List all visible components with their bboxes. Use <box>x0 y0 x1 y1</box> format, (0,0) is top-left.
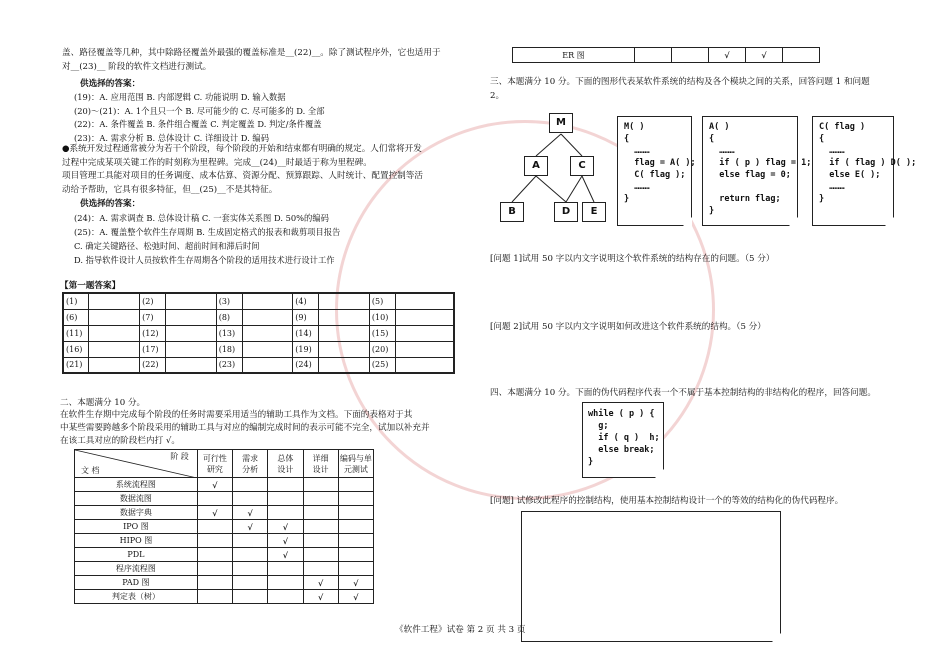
stage-check-cell[interactable] <box>303 492 338 506</box>
code-text <box>819 121 917 205</box>
stage-check-cell[interactable] <box>303 562 338 576</box>
stage-check-cell[interactable] <box>303 478 338 492</box>
paragraph-milestone <box>62 143 423 197</box>
corner-top-label: 阶 段 <box>170 452 189 461</box>
code-line: ……… <box>709 146 735 156</box>
stage-check-cell[interactable] <box>338 534 373 548</box>
choice-line: C. 确定关键路径、松弛时间、超前时间和滞后时间 <box>74 241 260 251</box>
answer-blank[interactable] <box>319 309 370 325</box>
answer-number: (23) <box>216 357 242 373</box>
answer-number: (19) <box>293 341 319 357</box>
stage-header-line: 研究 <box>206 464 223 474</box>
answer-blank[interactable] <box>89 341 140 357</box>
answer-row <box>63 293 454 309</box>
choices-list-2 <box>74 211 340 267</box>
code-line: else E( ); <box>819 170 881 180</box>
code-line: g; <box>588 421 609 431</box>
answer-blank[interactable] <box>319 293 370 309</box>
tool-row <box>75 576 374 590</box>
stage-header-line: 编码与单 <box>339 453 372 463</box>
stage-check-cell[interactable]: √ <box>268 534 303 548</box>
code-line: C( flag ); <box>624 170 686 180</box>
tools-table <box>74 449 374 604</box>
answer-number: (16) <box>63 341 89 357</box>
corner-bottom-label: 文 档 <box>81 466 100 475</box>
text-line: 三、本题满分 10 分。下面的图形代表某软件系统的结构及各个模块之间的关系，回答问题 1 和问题 <box>490 77 870 87</box>
code-text <box>709 121 812 217</box>
stage-check-cell[interactable]: √ <box>268 520 303 534</box>
answer-blank[interactable] <box>242 309 293 325</box>
code-line: ……… <box>624 182 650 192</box>
stage-check-cell[interactable] <box>338 492 373 506</box>
answer-number: (17) <box>140 341 166 357</box>
text-line: 动给予帮助，它具有很多特征，但__(25)__不是其特征。 <box>62 184 278 195</box>
choice-line: (24)：A. 需求调查 B. 总体设计稿 C. 一套实体关系图 D. 50%的编码 <box>74 213 329 223</box>
answer-row <box>63 341 454 357</box>
stage-header-line: 可行性 <box>202 453 227 463</box>
tool-row <box>75 548 374 562</box>
answer-number: (14) <box>293 325 319 341</box>
code-line: else break; <box>588 445 655 455</box>
tool-name: 程序流程图 <box>75 562 198 576</box>
code-line: } <box>588 457 594 467</box>
answer-number: (18) <box>216 341 242 357</box>
stage-header-line: 需求 <box>242 453 259 463</box>
code-line: { <box>624 134 630 144</box>
code-line: A( ) <box>709 122 730 132</box>
answer-blank[interactable] <box>166 325 217 341</box>
module-c-node: C <box>570 156 594 176</box>
code-text <box>588 408 663 468</box>
code-line: } <box>819 194 825 204</box>
code-line: { <box>819 134 825 144</box>
stage-check-cell[interactable] <box>197 520 232 534</box>
intro-text <box>62 46 441 74</box>
answer-blank[interactable] <box>395 309 454 325</box>
code-line: else flag = 0; <box>709 170 791 180</box>
answer-number: (6) <box>63 309 89 325</box>
stage-header <box>197 450 232 478</box>
stage-check-cell[interactable] <box>338 548 373 562</box>
stage-check-cell[interactable] <box>303 548 338 562</box>
answer-blank[interactable] <box>319 325 370 341</box>
answer-number: (22) <box>140 357 166 373</box>
stage-check-cell[interactable] <box>197 590 232 604</box>
code-line: { <box>709 134 715 144</box>
code-line: if ( flag ) D( ); <box>819 158 917 168</box>
er-row-table <box>512 47 820 63</box>
module-e-node: E <box>582 202 606 222</box>
code-block-m <box>617 116 696 226</box>
stage-check-cell[interactable] <box>672 48 709 63</box>
answer-number: (9) <box>293 309 319 325</box>
answer-blank[interactable] <box>395 341 454 357</box>
tool-name: IPO 图 <box>75 520 198 534</box>
code-line: return flag; <box>709 194 781 204</box>
answer-number: (2) <box>140 293 166 309</box>
stage-check-cell[interactable] <box>197 576 232 590</box>
page-footer: 《软件工程》试卷 第 2 页 共 3 页 <box>395 625 526 635</box>
stage-check-cell[interactable]: √ <box>709 48 746 63</box>
answer-number: (10) <box>369 309 395 325</box>
text-line: 项目管理工具能对项目的任务调度、成本估算、资源分配、预算跟踪、人时统计、配置控制等活 <box>62 171 423 182</box>
tool-row <box>75 478 374 492</box>
stage-header-line: 分析 <box>242 464 259 474</box>
stage-check-cell[interactable]: √ <box>268 548 303 562</box>
stage-check-cell[interactable] <box>197 534 232 548</box>
stage-header <box>338 450 373 478</box>
answer-blank[interactable] <box>319 357 370 373</box>
answer-blank[interactable] <box>166 309 217 325</box>
stage-check-cell[interactable] <box>233 478 268 492</box>
choice-line: (19)：A. 应用范围 B. 内部逻辑 C. 功能说明 D. 输入数据 <box>74 92 286 102</box>
tool-name: PAD 图 <box>75 576 198 590</box>
stage-header-line: 总体 <box>277 453 294 463</box>
answer-number: (11) <box>63 325 89 341</box>
module-b-node: B <box>500 202 524 222</box>
stage-check-cell[interactable] <box>268 590 303 604</box>
code-line: ……… <box>624 146 650 156</box>
choices-title: 供选择的答案： <box>80 199 141 209</box>
stage-check-cell[interactable] <box>233 576 268 590</box>
stage-check-cell[interactable] <box>233 562 268 576</box>
stage-check-cell[interactable]: √ <box>303 590 338 604</box>
answer-number: (15) <box>369 325 395 341</box>
tool-row <box>75 562 374 576</box>
answer-number: (3) <box>216 293 242 309</box>
stage-header-line: 元测试 <box>343 464 368 474</box>
answer-area-box[interactable] <box>521 511 781 642</box>
text-line: ●系统开发过程通常被分为若干个阶段，每个阶段的开始和结束都有明确的规定。人们常将开发 <box>62 144 422 154</box>
stage-check-cell[interactable] <box>268 492 303 506</box>
stage-check-cell[interactable] <box>338 520 373 534</box>
stage-check-cell[interactable] <box>233 590 268 604</box>
choice-line: (23)：A. 需求分析 B. 总体设计 C. 详细设计 D. 编码 <box>74 132 269 143</box>
stage-check-cell[interactable] <box>268 562 303 576</box>
answer-number: (8) <box>216 309 242 325</box>
code-block-a <box>702 116 812 226</box>
q3-text <box>490 76 870 103</box>
stage-check-cell[interactable]: √ <box>233 520 268 534</box>
answer-number: (21) <box>63 357 89 373</box>
q2-title: 二、本题满分 10 分。 <box>60 398 146 408</box>
stage-header <box>233 450 268 478</box>
stage-check-cell[interactable] <box>233 492 268 506</box>
answer-table <box>62 292 455 374</box>
answer-blank[interactable] <box>89 309 140 325</box>
answer-row <box>63 325 454 341</box>
answer-blank[interactable] <box>242 357 293 373</box>
stage-check-cell[interactable]: √ <box>197 478 232 492</box>
tool-row <box>75 590 374 604</box>
text-line: 2。 <box>490 90 505 101</box>
er-row <box>513 48 820 63</box>
answer-number: (7) <box>140 309 166 325</box>
text-line: 盖、路径覆盖等几种，其中除路径覆盖外最强的覆盖标准是__(22)__。除了测试程序外，它也适用于 <box>62 48 441 58</box>
stage-check-cell[interactable]: √ <box>338 576 373 590</box>
answer-blank[interactable] <box>319 341 370 357</box>
stage-header <box>268 450 303 478</box>
answer-title: 【第一题答案】 <box>60 281 121 291</box>
answer-number: (20) <box>369 341 395 357</box>
tool-name: PDL <box>75 548 198 562</box>
choice-line: D. 指导软件设计人员按软件生存周期各个阶段的适用技术进行设计工作 <box>74 255 335 265</box>
answer-number: (4) <box>293 293 319 309</box>
tool-row <box>75 534 374 548</box>
stage-check-cell[interactable] <box>303 534 338 548</box>
answer-number: (24) <box>293 357 319 373</box>
q4-question: [问题] 试修改此程序的控制结构，使用基本控制结构设计一个的等效的结构化的伪代码程序。 <box>490 496 844 506</box>
stage-check-cell[interactable] <box>338 506 373 520</box>
stage-header-line: 详细 <box>312 453 329 463</box>
answer-blank[interactable] <box>166 357 217 373</box>
code-line: } <box>624 194 630 204</box>
code-line: if ( p ) flag = 1; <box>709 158 812 168</box>
text-line: 在软件生存期中完成每个阶段的任务时需要采用适当的辅助工具作为文档。下面的表格对于其 <box>60 410 413 420</box>
text-line: 过程中完成某项关键工作的时刻称为里程碑。完成__(24)__时最适于称为里程碑。 <box>62 157 372 168</box>
tool-name: 系统流程图 <box>75 478 198 492</box>
answer-blank[interactable] <box>242 293 293 309</box>
choices-list-1 <box>74 91 325 145</box>
answer-row <box>63 309 454 325</box>
code-block-c <box>812 116 917 226</box>
text-line: 在该工具对应的阶段栏内打 √。 <box>60 436 180 446</box>
stage-check-cell[interactable]: √ <box>303 576 338 590</box>
stage-check-cell[interactable] <box>233 534 268 548</box>
answer-blank[interactable] <box>89 293 140 309</box>
table-corner-cell <box>75 450 198 478</box>
answer-blank[interactable] <box>395 357 454 373</box>
stage-check-cell[interactable]: √ <box>197 506 232 520</box>
answer-blank[interactable] <box>166 293 217 309</box>
answer-blank[interactable] <box>242 325 293 341</box>
stage-check-cell[interactable] <box>635 48 672 63</box>
answer-row <box>63 357 454 373</box>
code-line: if ( q ) h; <box>588 433 660 443</box>
q3-question-1: [问题 1]试用 50 字以内文字说明这个软件系统的结构存在的问题。（5 分） <box>490 254 775 264</box>
stage-check-cell[interactable] <box>338 478 373 492</box>
stage-check-cell[interactable]: √ <box>338 590 373 604</box>
q2-text <box>60 409 430 448</box>
stage-check-cell[interactable] <box>268 478 303 492</box>
answer-blank[interactable] <box>89 325 140 341</box>
answer-blank[interactable] <box>395 325 454 341</box>
q3-question-2: [问题 2]试用 50 字以内文字说明如何改进这个软件系统的结构。（5 分） <box>490 322 766 332</box>
answer-blank[interactable] <box>242 341 293 357</box>
choices-title: 供选择的答案： <box>80 79 141 89</box>
stage-check-cell[interactable] <box>268 506 303 520</box>
answer-number: (13) <box>216 325 242 341</box>
tool-row <box>75 520 374 534</box>
choice-line: (20)～(21)：A. 1个且只一个 B. 尽可能少的 C. 尽可能多的 D. 全部 <box>74 105 325 116</box>
answer-blank[interactable] <box>166 341 217 357</box>
code-line: ……… <box>819 182 845 192</box>
stage-check-cell[interactable] <box>303 506 338 520</box>
code-line: flag = A( ); <box>624 158 696 168</box>
choice-line: (22)：A. 条件覆盖 B. 条件组合覆盖 C. 判定覆盖 D. 判定/条件覆盖 <box>74 119 322 130</box>
stage-check-cell[interactable] <box>197 562 232 576</box>
tool-row <box>75 506 374 520</box>
stage-header-line: 设计 <box>312 464 329 474</box>
stage-check-cell[interactable] <box>303 520 338 534</box>
tool-name: 判定表（树） <box>75 590 198 604</box>
code-line: C( flag ) <box>819 122 866 132</box>
answer-number: (5) <box>369 293 395 309</box>
code-line <box>709 181 797 193</box>
code-line: M( ) <box>624 122 645 132</box>
stage-check-cell[interactable] <box>783 48 820 63</box>
module-a-node: A <box>524 156 548 176</box>
answer-number: (1) <box>63 293 89 309</box>
tool-row <box>75 492 374 506</box>
stage-check-cell[interactable] <box>338 562 373 576</box>
code-line: } <box>709 206 715 216</box>
answer-number: (12) <box>140 325 166 341</box>
module-d-node: D <box>554 202 578 222</box>
stage-header-line: 设计 <box>277 464 294 474</box>
tool-name: ER 图 <box>513 48 635 63</box>
text-line: 中某些需要跨越多个阶段采用的辅助工具与对应的编制完成时间的表示可能不完全，试加以补充并 <box>60 423 430 433</box>
stage-header <box>303 450 338 478</box>
code-text <box>624 121 696 205</box>
stage-check-cell[interactable] <box>197 492 232 506</box>
answer-blank[interactable] <box>395 293 454 309</box>
stage-check-cell[interactable] <box>268 576 303 590</box>
code-line: ……… <box>819 146 845 156</box>
tool-name: HIPO 图 <box>75 534 198 548</box>
tool-name: 数据字典 <box>75 506 198 520</box>
q4-title: 四、本题满分 10 分。下面的伪代码程序代表一个不属于基本控制结构的非结构化的程序，回答问题。 <box>490 388 876 398</box>
code-line: while ( p ) { <box>588 409 655 419</box>
module-m-node: M <box>549 113 573 133</box>
stage-check-cell[interactable] <box>197 548 232 562</box>
stage-check-cell[interactable]: √ <box>233 506 268 520</box>
code-block-q4 <box>582 402 664 478</box>
choice-line: (25)：A. 覆盖整个软件生存周期 B. 生成固定格式的报表和裁剪项目报告 <box>74 227 341 237</box>
stage-check-cell[interactable] <box>233 548 268 562</box>
stage-check-cell[interactable]: √ <box>746 48 783 63</box>
tool-name: 数据流图 <box>75 492 198 506</box>
answer-number: (25) <box>369 357 395 373</box>
text-line: 对__(23)__ 阶段的软件文档进行测试。 <box>62 62 212 72</box>
answer-blank[interactable] <box>89 357 140 373</box>
